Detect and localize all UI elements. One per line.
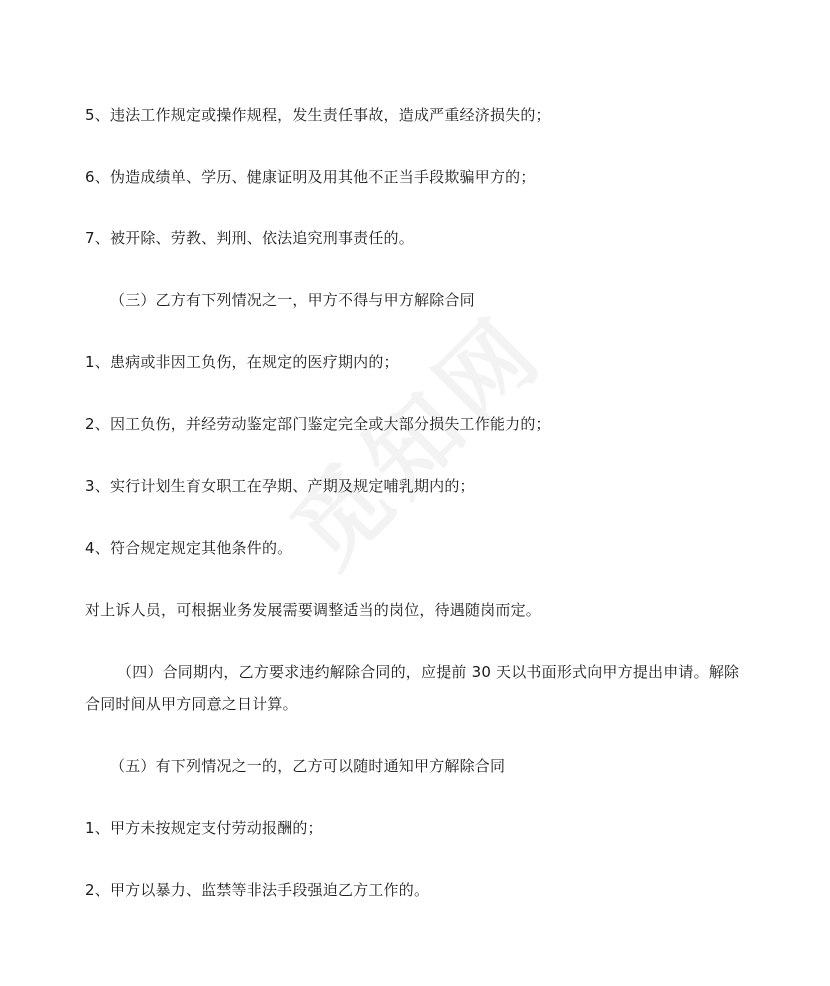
paragraph-item-1: 1、患病或非因工负伤，在规定的医疗期内的；: [85, 353, 399, 371]
section-paragraph-4: （四）合同期内，乙方要求违约解除合同的，应提前 30 天以书面形式向甲方提出申请。解除合同时间从甲方同意之日计算。: [85, 663, 740, 713]
paragraph-item-b2: 2、甲方以暴力、监禁等非法手段强迫乙方工作的。: [85, 881, 430, 899]
paragraph-item-4: 4、符合规定规定其他条件的。: [85, 539, 293, 557]
section-heading-3: （三）乙方有下列情况之一，甲方不得与甲方解除合同: [110, 291, 475, 309]
paragraph-note: 对上诉人员，可根据业务发展需要调整适当的岗位，待遇随岗而定。: [85, 601, 542, 619]
paragraph-item-3: 3、实行计划生育女职工在孕期、产期及规定哺乳期内的；: [85, 477, 475, 495]
paragraph-item-b1: 1、甲方未按规定支付劳动报酬的；: [85, 819, 323, 837]
section-heading-5: （五）有下列情况之一的，乙方可以随时通知甲方解除合同: [110, 757, 506, 775]
paragraph-item-6: 6、伪造成绩单、学历、健康证明及用其他不正当手段欺骗甲方的；: [85, 168, 536, 186]
paragraph-item-2: 2、因工负伤，并经劳动鉴定部门鉴定完全或大部分损失工作能力的；: [85, 415, 551, 433]
paragraph-item-5: 5、违法工作规定或操作规程，发生责任事故，造成严重经济损失的；: [85, 106, 551, 124]
paragraph-item-7: 7、被开除、劳教、判刑、依法追究刑事责任的。: [85, 229, 414, 247]
